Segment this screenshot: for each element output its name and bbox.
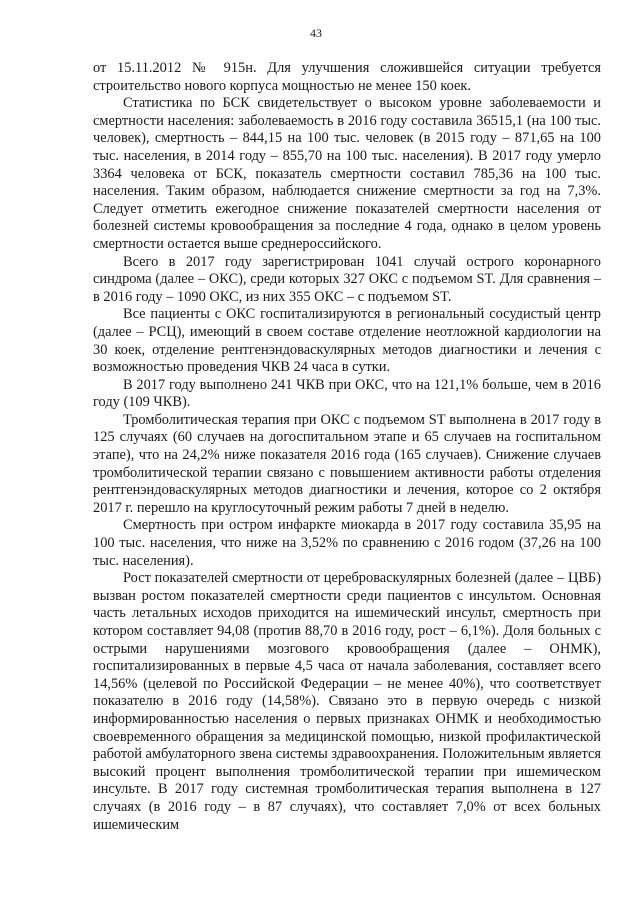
paragraph: Всего в 2017 году зарегистрирован 1041 случай острого коронарного синдрома (далее – ОКС), среди которых 327 ОКС с подъемом ST. Для сравнения – в 2016 году – 1090 ОКС, из них 355 ОКС – с подъемом ST. (93, 253, 601, 305)
paragraph: Рост показателей смертности от цереброваскулярных болезней (далее – ЦВБ) вызван ростом показателей смертности среди пациентов с инсультом. Основная часть летальных исходов приходится на ишемический инсульт, смертность при котором составляет 94,08 (против 88,70 в 2016 году, рост – 6,1%). Доля больных с острыми нарушениями мозгового кровообращения (далее – ОНМК), госпитализированных в первые 4,5 часа от начала заболевания, составляет всего 14,56% (целевой по Российской Федерации – не менее 40%), что соответствует показателю в 2016 году (14,58%). Связано это в первую очередь с низкой информированностью населения о первых признаках ОНМК и необходимостью своевременного обращения за медицинской помощью, низкой профилактической работой амбулаторного звена системы здравоохранения. Положительным является высокий процент выполнения тромболитической терапии при ишемическом инсульте. В 2017 году системная тромболитическая терапия выполнена в 127 случаях (в 2016 году – в 87 случаях), что составляет 7,0% от всех больных ишемическим (93, 570, 601, 833)
paragraph: В 2017 году выполнено 241 ЧКВ при ОКС, что на 121,1% больше, чем в 2016 году (109 ЧКВ). (93, 376, 601, 411)
document-body (93, 60, 601, 834)
page-number: 43 (310, 26, 322, 40)
paragraph: от 15.11.2012 № 915н. Для улучшения сложившейся ситуации требуется строительство нового корпуса мощностью не менее 150 коек. (93, 60, 601, 94)
paragraph: Статистика по БСК свидетельствует о высоком уровне заболеваемости и смертности населения: заболеваемость в 2016 году составила 36515,1 (на 100 тыс. человек), смертность – 844,15 на 100 тыс. человек (в 2015 году – 871,65 на 100 тыс. населения, в 2014 году – 855,70 на 100 тыс. населения). В 2017 году умерло 3364 человека от БСК, показатель смертности составил 785,36 на 100 тыс. населения. Таким образом, наблюдается снижение смертности за год на 7,3%. Следует отметить ежегодное снижение показателей смертности населения от болезней системы кровообращения за последние 4 года, однако в целом уровень смертности остается выше среднероссийского. (93, 95, 601, 252)
paragraph: Все пациенты с ОКС госпитализируются в региональный сосудистый центр (далее – РСЦ), имеющий в своем составе отделение неотложной кардиологии на 30 коек, отделение рентгенэндоваскулярных методов диагностики и лечения с возможностью проведения ЧКВ 24 часа в сутки. (93, 306, 601, 376)
paragraph: Смертность при остром инфаркте миокарда в 2017 году составила 35,95 на 100 тыс. населения, что ниже на 3,52% по сравнению с 2016 годом (37,26 на 100 тыс. населения). (93, 517, 601, 569)
paragraph: Тромболитическая терапия при ОКС с подъемом ST выполнена в 2017 году в 125 случаях (60 случаев на догоспитальном этапе и 65 случаев на госпитальном этапе), что на 24,2% ниже показателя 2016 года (165 случаев). Снижение случаев тромболитической терапии связано с повышением активности работы отделения рентгенэндоваскулярных методов диагностики и лечения, которое со 2 октября 2017 г. перешло на круглосуточный режим работы 7 дней в неделю. (93, 411, 601, 516)
